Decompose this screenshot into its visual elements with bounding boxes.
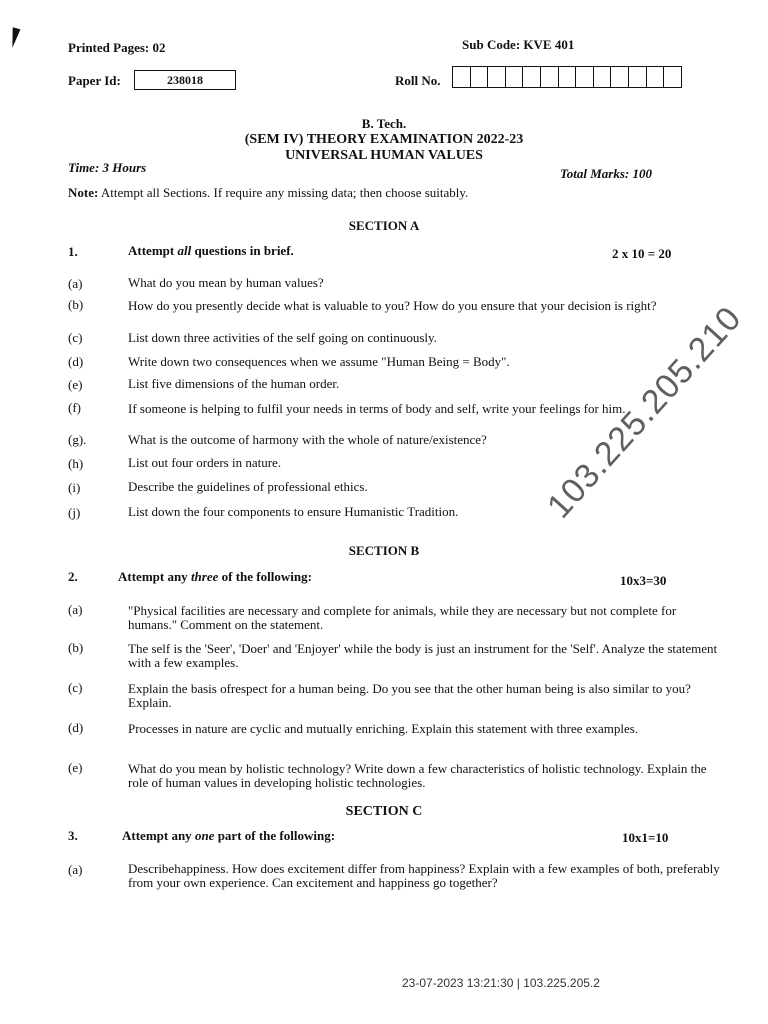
q3-number: 3.: [68, 828, 78, 843]
ip-watermark: 103.225.205.210: [540, 299, 750, 526]
q1d-text: Write down two consequences when we assume "Human Being = Body".: [128, 354, 510, 369]
title-subject: UNIVERSAL HUMAN VALUES: [285, 148, 483, 163]
q1f-label: (f): [68, 400, 81, 415]
q1a-text: What do you mean by human values?: [128, 275, 324, 290]
q1c-text: List down three activities of the self going on continuously.: [128, 330, 437, 345]
note: [68, 185, 468, 201]
q2d-text: Processes in nature are cyclic and mutually enriching. Explain this statement with three examples.: [128, 721, 639, 736]
q1e-label: (e): [68, 377, 83, 392]
q1b-text: How do you presently decide what is valuable to you? How do you ensure that your decision is right?: [128, 298, 657, 313]
section-a-heading: SECTION A: [348, 218, 420, 233]
footer-timestamp: 23-07-2023 13:21:30 | 103.225.205.2: [402, 976, 600, 990]
q2b-text: The self is the 'Seer', 'Doer' and 'Enjoyer' while the body is just an instrument for the 'Self'. Analyze the statement with a few examples.: [128, 641, 718, 670]
q1h-text: List out four orders in nature.: [128, 455, 282, 470]
q2e-text: What do you mean by holistic technology? Write down a few characteristics of holistic technology. Explain the role of human values in developing holistic technologies.: [128, 761, 707, 790]
q3-marks: 10x1=10: [622, 830, 669, 845]
q1a-label: (a): [68, 276, 83, 291]
q1f-text: If someone is helping to fulfil your needs in terms of body and self, write your feelings for him.: [128, 401, 626, 416]
section-c-heading: SECTION C: [345, 804, 423, 819]
q2-instruction: Attempt any three of the following:: [118, 569, 312, 584]
q1j-label: (j): [68, 505, 81, 520]
q2b-label: (b): [68, 640, 84, 655]
roll-no-boxes: [452, 66, 682, 88]
total-marks: Total Marks: 100: [560, 166, 652, 181]
q2-number: 2.: [68, 569, 78, 584]
paper-id-value: 238018: [167, 73, 203, 87]
q2a-text: "Physical facilities are necessary and complete for animals, while they are necessary but not complete for humans." Comment on the statement.: [128, 603, 677, 632]
note-text: Attempt all Sections. If require any missing data; then choose suitably.: [100, 185, 469, 200]
corner-scan-mark: [8, 27, 21, 48]
roll-no-label: Roll No.: [395, 73, 441, 88]
paper-id-label: Paper Id:: [68, 73, 121, 88]
q2c-text: Explain the basis ofrespect for a human being. Do you see that the other human being is also similar to you? Explain.: [128, 681, 691, 710]
q1-marks: 2 x 10 = 20: [612, 246, 672, 261]
q3a-label: (a): [68, 862, 83, 877]
q1h-label: (h): [68, 456, 84, 471]
q1e-text: List five dimensions of the human order.: [128, 376, 340, 391]
q3a-text: Describehappiness. How does excitement differ from happiness? Explain with a few examples of both, preferably from your own experience. Can excitement and happiness go together?: [128, 861, 720, 890]
time-allowed: Time: 3 Hours: [68, 160, 147, 175]
q2c-label: (c): [68, 680, 83, 695]
q1i-label: (i): [68, 480, 81, 495]
q1i-text: Describe the guidelines of professional ethics.: [128, 479, 368, 494]
q2e-label: (e): [68, 760, 83, 775]
title-degree: B. Tech.: [361, 116, 407, 131]
q1g-text: What is the outcome of harmony with the whole of nature/existence?: [128, 432, 487, 447]
q1d-label: (d): [68, 354, 84, 369]
q1j-text: List down the four components to ensure Humanistic Tradition.: [128, 504, 459, 519]
paper-id-box: [134, 70, 236, 90]
section-b-heading: SECTION B: [348, 543, 420, 558]
printed-pages: Printed Pages: 02: [68, 40, 166, 55]
note-label: Note:: [68, 185, 99, 200]
q2d-label: (d): [68, 720, 84, 735]
q1c-label: (c): [68, 330, 83, 345]
q1b-label: (b): [68, 297, 84, 312]
q1g-label: (g).: [68, 432, 87, 447]
q3-instruction: Attempt any one part of the following:: [122, 828, 336, 843]
q2a-label: (a): [68, 602, 83, 617]
q2-marks: 10x3=30: [620, 573, 667, 588]
q1-number: 1.: [68, 244, 78, 259]
sub-code: Sub Code: KVE 401: [462, 37, 575, 52]
q1-instruction: Attempt all questions in brief.: [128, 243, 294, 258]
title-exam: (SEM IV) THEORY EXAMINATION 2022-23: [244, 132, 524, 147]
